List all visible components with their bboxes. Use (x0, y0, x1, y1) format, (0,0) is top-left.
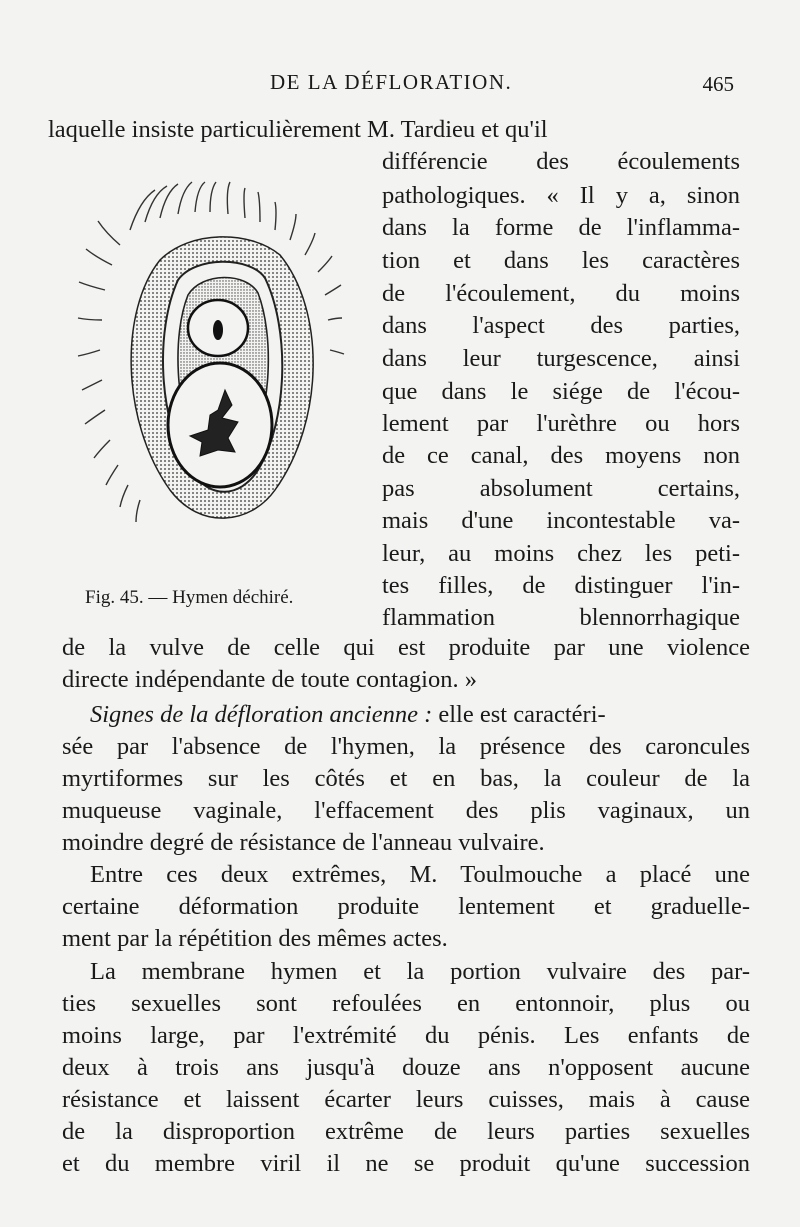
text-line: pas absolument certains, (382, 475, 740, 502)
text-line: dans la forme de l'inflamma- (382, 214, 740, 241)
page-number: 465 (702, 72, 734, 96)
text-line: de l'écoulement, du moins (382, 280, 740, 307)
text-line: tion et dans les caractères (382, 247, 740, 274)
text-line: ment par la répétition des mêmes actes. (62, 925, 448, 952)
running-head: DE LA DÉFLORATION. (270, 70, 513, 94)
text-span: elle est caractéri- (432, 701, 606, 728)
text-line: résistance et laissent écarter leurs cuisses, mais à cause (62, 1086, 750, 1113)
text-line: mais d'une incontestable va- (382, 507, 740, 534)
text-line: Entre ces deux extrêmes, M. Toulmouche a placé une (90, 861, 750, 888)
text-line: deux à trois ans jusqu'à douze ans n'opposent aucune (62, 1054, 750, 1081)
text-line: tes filles, de distinguer l'in- (382, 572, 740, 599)
text-line: moindre degré de résistance de l'anneau vulvaire. (62, 829, 545, 856)
text-line: myrtiformes sur les côtés et en bas, la couleur de la (62, 765, 750, 792)
text-line: dans leur turgescence, ainsi (382, 345, 740, 372)
text-line: laquelle insiste particulièrement M. Tardieu et qu'il (48, 116, 548, 143)
text-line: sée par l'absence de l'hymen, la présence des caroncules (62, 733, 750, 760)
hymen-engraving-icon (60, 160, 360, 580)
hymen-illustration (60, 160, 360, 580)
text-line: ties sexuelles sont refoulées en entonnoir, plus ou (62, 990, 750, 1017)
text-line: pathologiques. « Il y a, sinon (382, 182, 740, 209)
text-line: La membrane hymen et la portion vulvaire des par- (90, 958, 750, 985)
text-line: flammation blennorrhagique (382, 604, 740, 631)
text-line: muqueuse vaginale, l'effacement des plis vaginaux, un (62, 797, 750, 824)
text-line: directe indépendante de toute contagion. » (62, 666, 477, 693)
text-line: différencie des écoulements (382, 148, 740, 175)
text-line: de la vulve de celle qui est produite par une violence (62, 634, 750, 661)
text-line: lement par l'urèthre ou hors (382, 410, 740, 437)
text-line: moins large, par l'extrémité du pénis. Les enfants de (62, 1022, 750, 1049)
figure-caption: Fig. 45. — Hymen déchiré. (85, 587, 294, 608)
text-line: et du membre viril il ne se produit qu'une succession (62, 1150, 750, 1177)
text-line: de la disproportion extrême de leurs parties sexuelles (62, 1118, 750, 1145)
text-line: leur, au moins chez les peti- (382, 540, 740, 567)
paragraph-first-line (90, 703, 606, 728)
text-line: que dans le siége de l'écou- (382, 378, 740, 405)
text-line: dans l'aspect des parties, (382, 312, 740, 339)
text-line: certaine déformation produite lentement et graduelle- (62, 893, 750, 920)
section-heading: Signes de la défloration ancienne : (90, 701, 433, 728)
text-line: de ce canal, des moyens non (382, 442, 740, 469)
